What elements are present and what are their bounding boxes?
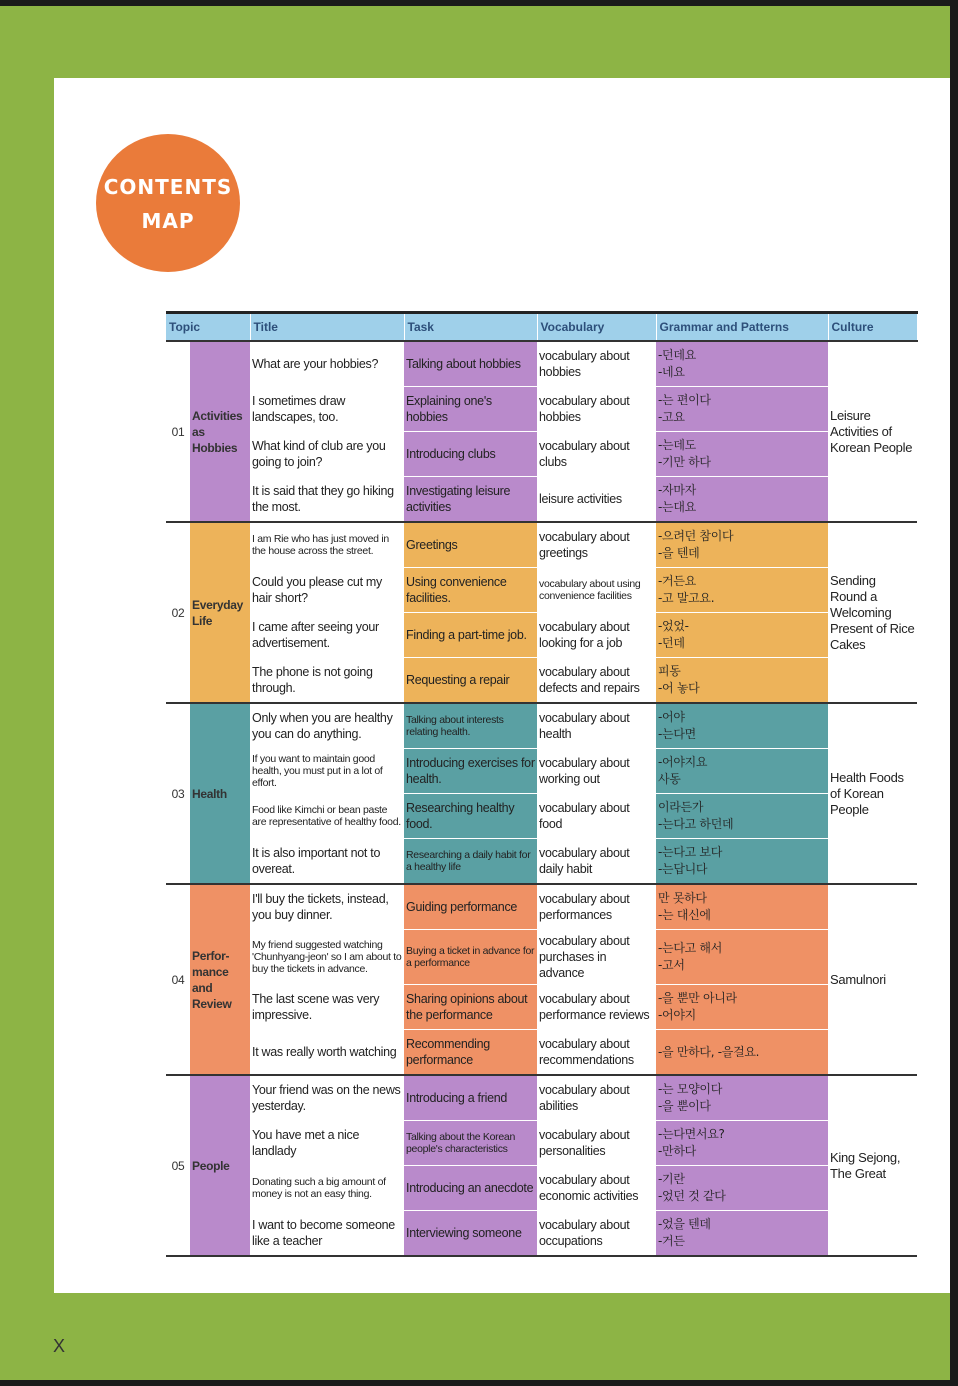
row-title: What are your hobbies? — [250, 341, 404, 387]
row-vocabulary: vocabulary about recommendations — [537, 1030, 656, 1076]
row-title: What kind of club are you going to join? — [250, 432, 404, 477]
bottom-border — [0, 1380, 958, 1386]
badge-line-2: MAP — [141, 209, 195, 233]
row-vocabulary: vocabulary about occupations — [537, 1211, 656, 1257]
table-row — [166, 613, 917, 658]
table-row — [166, 1030, 917, 1076]
row-task: Investigating leisure activities — [404, 477, 537, 523]
row-title: Your friend was on the news yesterday. — [250, 1075, 404, 1121]
row-vocabulary: vocabulary about purchases in advance — [537, 930, 656, 985]
row-grammar: -어야 -는다면 — [656, 703, 828, 749]
row-task: Researching healthy food. — [404, 794, 537, 839]
section-number: 02 — [166, 522, 190, 703]
row-task: Talking about interests relating health. — [404, 703, 537, 749]
row-title: The phone is not going through. — [250, 658, 404, 704]
row-task: Sharing opinions about the performance — [404, 985, 537, 1030]
row-title: If you want to maintain good health, you must put in a lot of effort. — [250, 749, 404, 794]
row-grammar: -는 모양이다 -을 뿐이다 — [656, 1075, 828, 1121]
table-row — [166, 522, 917, 568]
row-task: Guiding performance — [404, 884, 537, 930]
row-title: I came after seeing your advertisement. — [250, 613, 404, 658]
row-title: My friend suggested watching 'Chunhyang-jeon' so I am about to buy the tickets in advance. — [250, 930, 404, 985]
row-vocabulary: vocabulary about greetings — [537, 522, 656, 568]
section-culture: Sending Round a Welcoming Present of Rice Cakes — [828, 522, 917, 703]
row-vocabulary: vocabulary about daily habit — [537, 839, 656, 885]
row-grammar: -기란 -었던 것 같다 — [656, 1166, 828, 1211]
row-grammar: -는 편이다 -고요 — [656, 387, 828, 432]
row-title: It is said that they go hiking the most. — [250, 477, 404, 523]
row-vocabulary: vocabulary about looking for a job — [537, 613, 656, 658]
section-number: 04 — [166, 884, 190, 1075]
table-row — [166, 839, 917, 885]
row-task: Recommending performance — [404, 1030, 537, 1076]
section-topic: Activities as Hobbies — [190, 341, 250, 522]
row-task: Talking about the Korean people's characteristics — [404, 1121, 537, 1166]
row-vocabulary: vocabulary about performances — [537, 884, 656, 930]
row-task: Requesting a repair — [404, 658, 537, 704]
row-title: It is also important not to overeat. — [250, 839, 404, 885]
row-vocabulary: vocabulary about using convenience facilities — [537, 568, 656, 613]
row-task: Introducing a friend — [404, 1075, 537, 1121]
row-title: Could you please cut my hair short? — [250, 568, 404, 613]
table-row — [166, 341, 917, 387]
row-title: Food like Kimchi or bean paste are representative of healthy food. — [250, 794, 404, 839]
row-vocabulary: vocabulary about hobbies — [537, 387, 656, 432]
row-title: Only when you are healthy you can do anything. — [250, 703, 404, 749]
row-task: Greetings — [404, 522, 537, 568]
row-grammar: 이라든가 -는다고 하던데 — [656, 794, 828, 839]
table-row — [166, 387, 917, 432]
row-title: I want to become someone like a teacher — [250, 1211, 404, 1257]
table-row — [166, 432, 917, 477]
table-row — [166, 930, 917, 985]
row-vocabulary: vocabulary about working out — [537, 749, 656, 794]
row-grammar: -는다고 해서 -고서 — [656, 930, 828, 985]
row-vocabulary: vocabulary about food — [537, 794, 656, 839]
row-vocabulary: vocabulary about personalities — [537, 1121, 656, 1166]
row-title: Donating such a big amount of money is not an easy thing. — [250, 1166, 404, 1211]
row-vocabulary: vocabulary about performance reviews — [537, 985, 656, 1030]
section-topic: Perfor-mance and Review — [190, 884, 250, 1075]
row-grammar: -는다면서요? -만하다 — [656, 1121, 828, 1166]
row-vocabulary: leisure activities — [537, 477, 656, 523]
row-title: I am Rie who has just moved in the house across the street. — [250, 522, 404, 568]
header-topic: Topic — [166, 313, 250, 342]
section-topic: Health — [190, 703, 250, 884]
row-title: You have met a nice landlady — [250, 1121, 404, 1166]
table-row — [166, 658, 917, 704]
section-number: 03 — [166, 703, 190, 884]
row-task: Introducing clubs — [404, 432, 537, 477]
row-task: Introducing exercises for health. — [404, 749, 537, 794]
header-culture: Culture — [828, 313, 917, 342]
row-grammar: -었었- -던데 — [656, 613, 828, 658]
header-title: Title — [250, 313, 404, 342]
row-title: It was really worth watching — [250, 1030, 404, 1076]
section-topic: Everyday Life — [190, 522, 250, 703]
page-number: X — [53, 1336, 66, 1356]
row-title: I sometimes draw landscapes, too. — [250, 387, 404, 432]
table-row — [166, 1075, 917, 1121]
row-grammar: -어야지요 사동 — [656, 749, 828, 794]
row-grammar: -으려던 참이다 -을 텐데 — [656, 522, 828, 568]
table-row — [166, 703, 917, 749]
row-grammar: 피동 -어 놓다 — [656, 658, 828, 704]
table-row — [166, 794, 917, 839]
contents-map-badge — [96, 134, 240, 272]
row-vocabulary: vocabulary about defects and repairs — [537, 658, 656, 704]
section-culture: King Sejong, The Great — [828, 1075, 917, 1256]
header-vocabulary: Vocabulary — [537, 313, 656, 342]
row-title: The last scene was very impressive. — [250, 985, 404, 1030]
row-vocabulary: vocabulary about clubs — [537, 432, 656, 477]
row-task: Finding a part-time job. — [404, 613, 537, 658]
table-row — [166, 568, 917, 613]
row-title: I'll buy the tickets, instead, you buy dinner. — [250, 884, 404, 930]
section-number: 05 — [166, 1075, 190, 1256]
table-row — [166, 1166, 917, 1211]
row-grammar: -는데도 -기만 하다 — [656, 432, 828, 477]
section-culture: Health Foods of Korean People — [828, 703, 917, 884]
section-culture: Samulnori — [828, 884, 917, 1075]
row-task: Introducing an anecdote — [404, 1166, 537, 1211]
table-row — [166, 884, 917, 930]
table-row — [166, 1121, 917, 1166]
row-grammar: -거든요 -고 말고요. — [656, 568, 828, 613]
section-topic: People — [190, 1075, 250, 1256]
table-row — [166, 477, 917, 523]
table-body — [166, 341, 917, 1256]
row-grammar: -는다고 보다 -는답니다 — [656, 839, 828, 885]
badge-line-1: CONTENTS — [103, 175, 233, 199]
section-number: 01 — [166, 341, 190, 522]
row-grammar: -을 뿐만 아니라 -어야지 — [656, 985, 828, 1030]
contents-table — [166, 311, 918, 1257]
row-grammar: 만 못하다 -는 대신에 — [656, 884, 828, 930]
row-vocabulary: vocabulary about hobbies — [537, 341, 656, 387]
row-task: Researching a daily habit for a healthy life — [404, 839, 537, 885]
table-row — [166, 985, 917, 1030]
section-culture: Leisure Activities of Korean People — [828, 341, 917, 522]
row-task: Explaining one's hobbies — [404, 387, 537, 432]
table-row — [166, 1211, 917, 1257]
header-task: Task — [404, 313, 537, 342]
row-task: Talking about hobbies — [404, 341, 537, 387]
table-row — [166, 749, 917, 794]
row-vocabulary: vocabulary about economic activities — [537, 1166, 656, 1211]
row-task: Using convenience facilities. — [404, 568, 537, 613]
row-grammar: -을 만하다, -을걸요. — [656, 1030, 828, 1076]
top-border — [0, 0, 958, 6]
header-row — [166, 313, 917, 342]
row-task: Buying a ticket in advance for a performance — [404, 930, 537, 985]
row-grammar: -던데요 -네요 — [656, 341, 828, 387]
right-border — [950, 0, 958, 1386]
header-grammar: Grammar and Patterns — [656, 313, 828, 342]
row-grammar: -자마자 -는대요 — [656, 477, 828, 523]
row-grammar: -었을 텐데 -거든 — [656, 1211, 828, 1257]
row-vocabulary: vocabulary about abilities — [537, 1075, 656, 1121]
row-task: Interviewing someone — [404, 1211, 537, 1257]
row-vocabulary: vocabulary about health — [537, 703, 656, 749]
